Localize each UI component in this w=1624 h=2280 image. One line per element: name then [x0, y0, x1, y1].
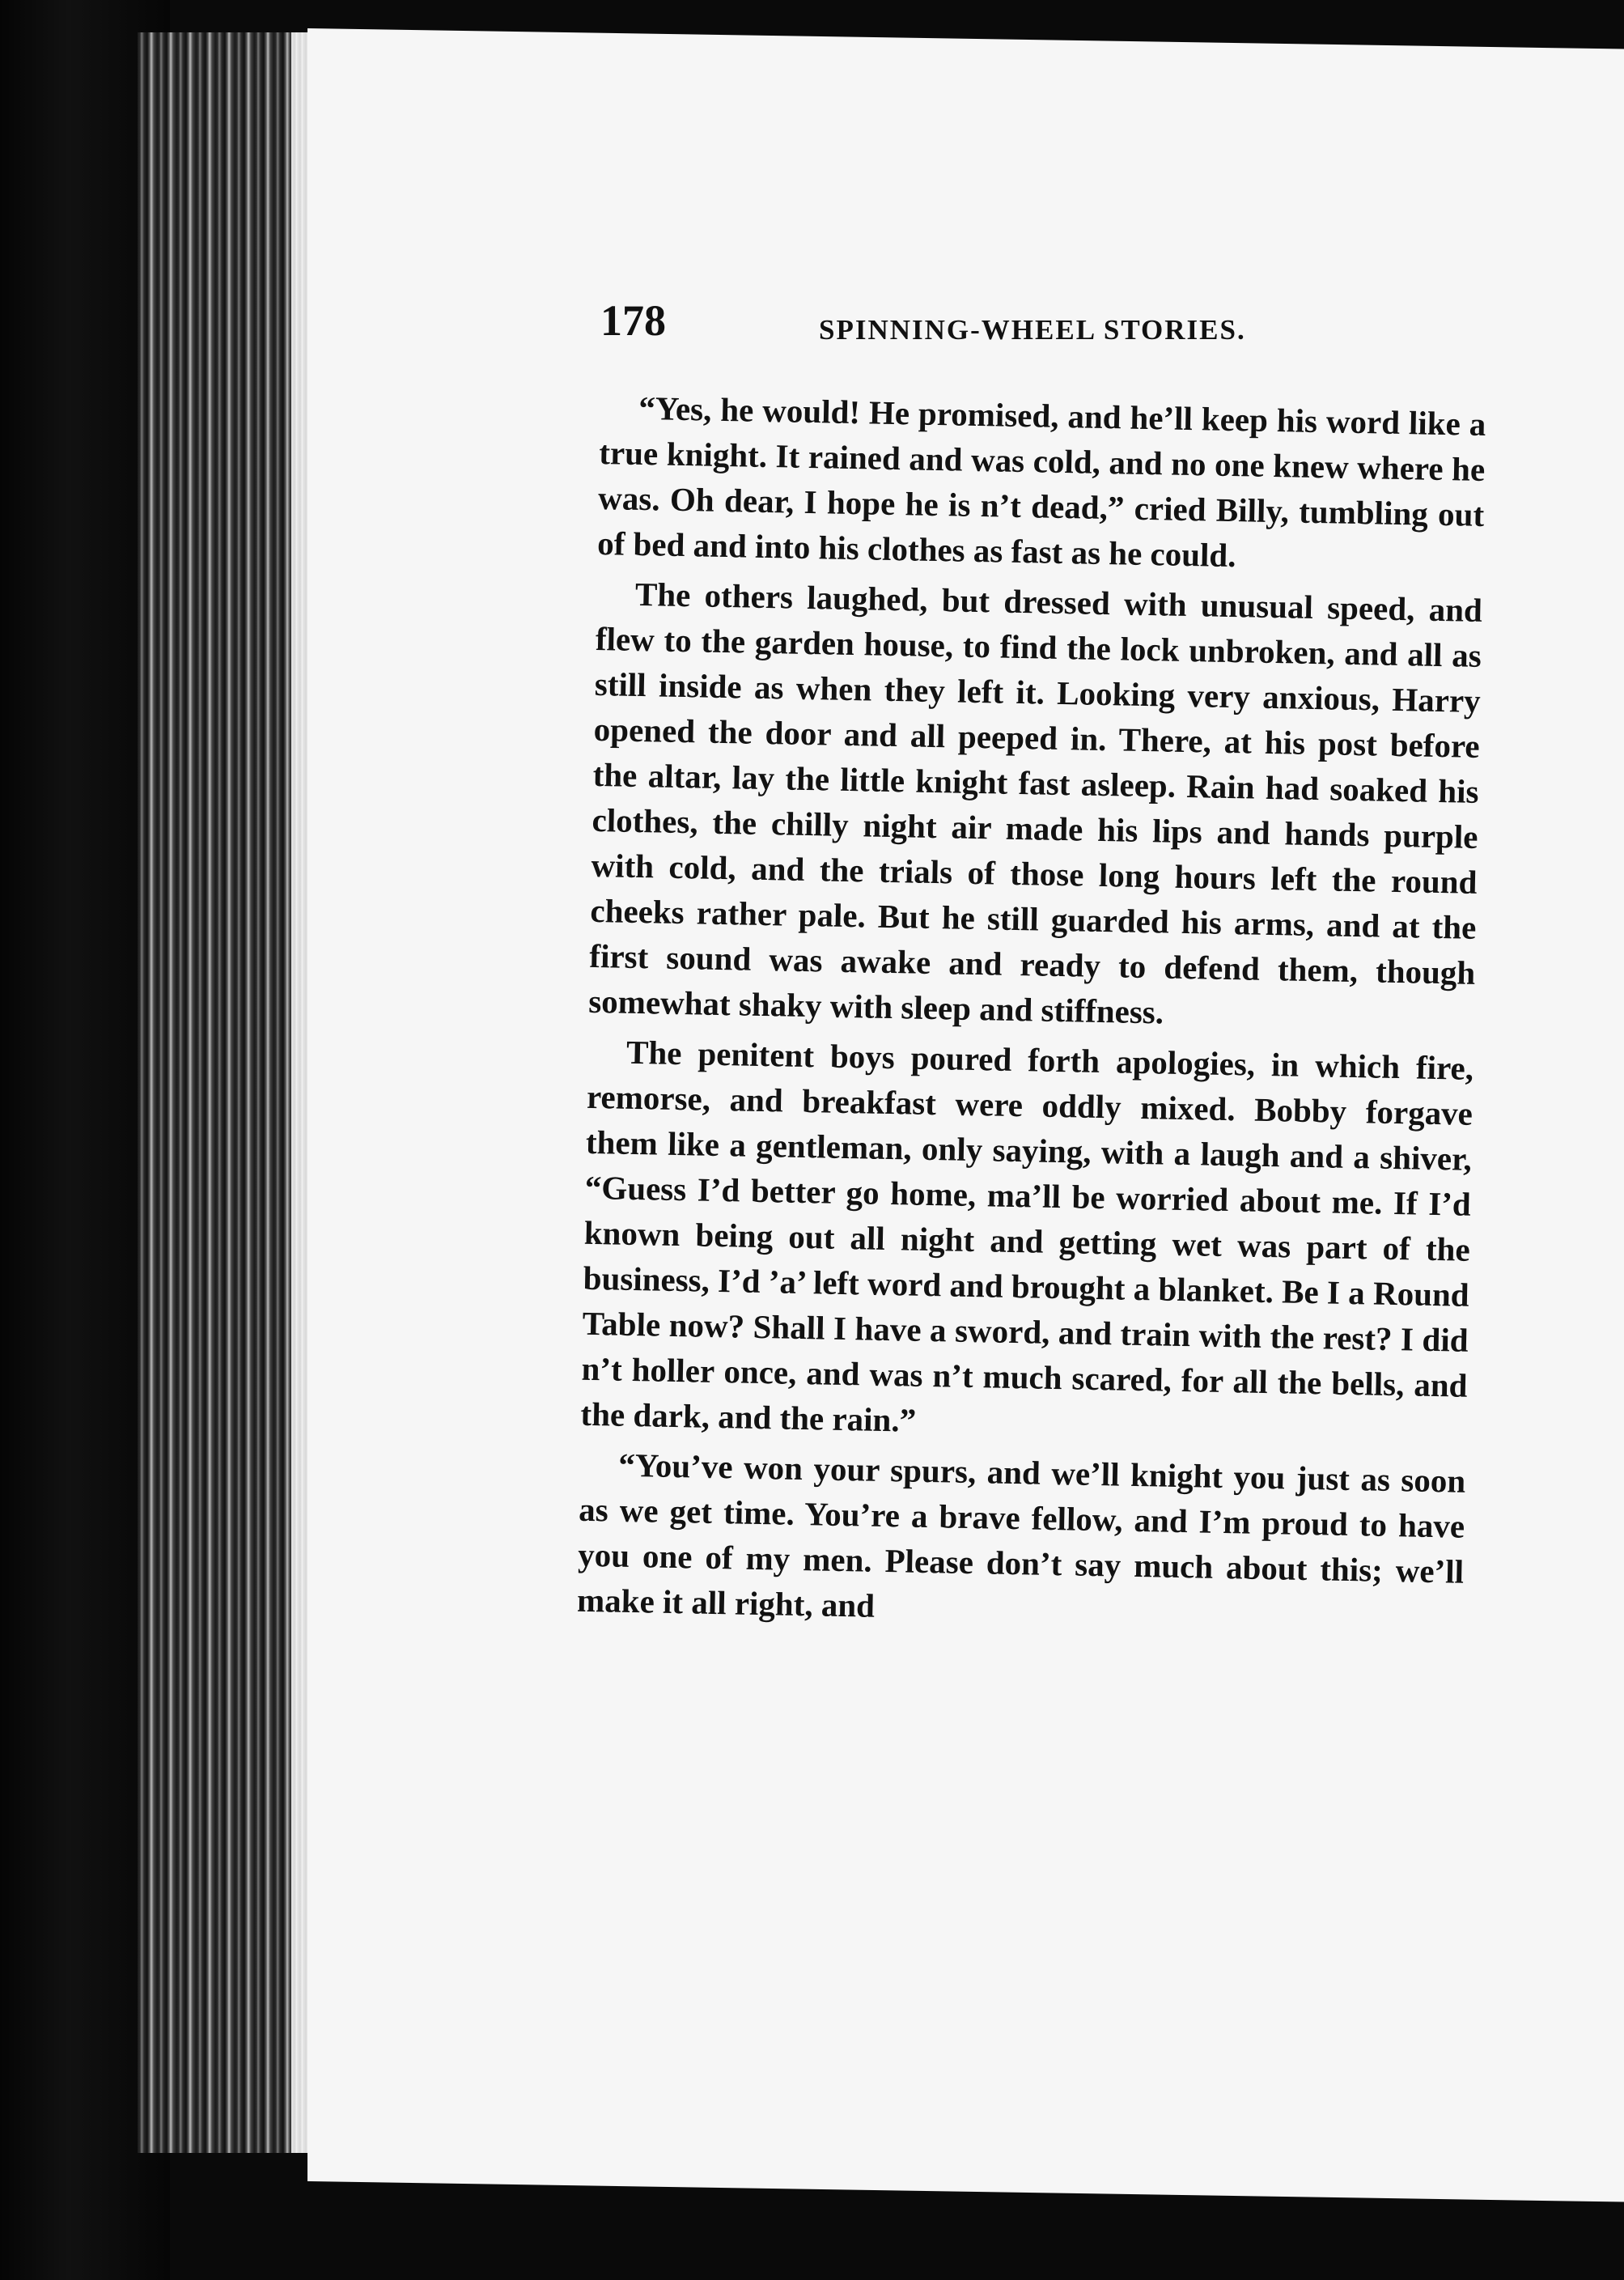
- page-edges: [138, 32, 332, 2153]
- paragraph: “Yes, he would! He promised, and he’ll keep his word like a true knight. It rained and was cold, and no one knew where he was. Oh dear, I hope he is n’t dead,” cried Billy, tumbling out of bed and into his clothes as fast as he could.: [596, 388, 1486, 575]
- paragraph: The others laughed, but dressed with unusual speed, and flew to the garden house, to find the lock unbroken, and all as still inside as when they left it. Looking very anxious, Harry opened the door and all peeped in. There, at his post before the altar, lay the little knight fast asleep. Rain had soaked his clothes, the chilly night air made his lips and hands purple with cold, and the trials of those long hours left the round cheeks rather pale. But he still guarded his arms, and at the first sound was awake and ready to defend them, though somewhat shaky with sleep and stiffness.: [587, 575, 1483, 1031]
- page-number: 178: [600, 296, 666, 345]
- paragraph: The penitent boys poured forth apologies, in which fire, remorse, and breakfast were oddly mixed. Bobby forgave them like a gentleman, only saying, with a laugh and a shiver, “Guess I’d better go home, ma’ll be worried about me. If I’d known being out all night and getting wet was part of the business, I’d ’a’ left word and brought a blanket. Be I a Round Table now? Shall I have a sword, and train with the rest? I did n’t holler once, and was n’t much scared, for all the bells, and the dark, and the rain.”: [580, 1033, 1474, 1439]
- running-title: SPINNING-WHEEL STORIES.: [819, 314, 1246, 346]
- body-text: [577, 384, 1486, 1645]
- paragraph: “You’ve won your spurs, and we’ll knight you just as soon as we get time. You’re a brave fellow, and I’m proud to have you one of my men. Please don’t say much about this; we’ll make it all right, and: [576, 1446, 1466, 1624]
- page-header: [600, 279, 1555, 376]
